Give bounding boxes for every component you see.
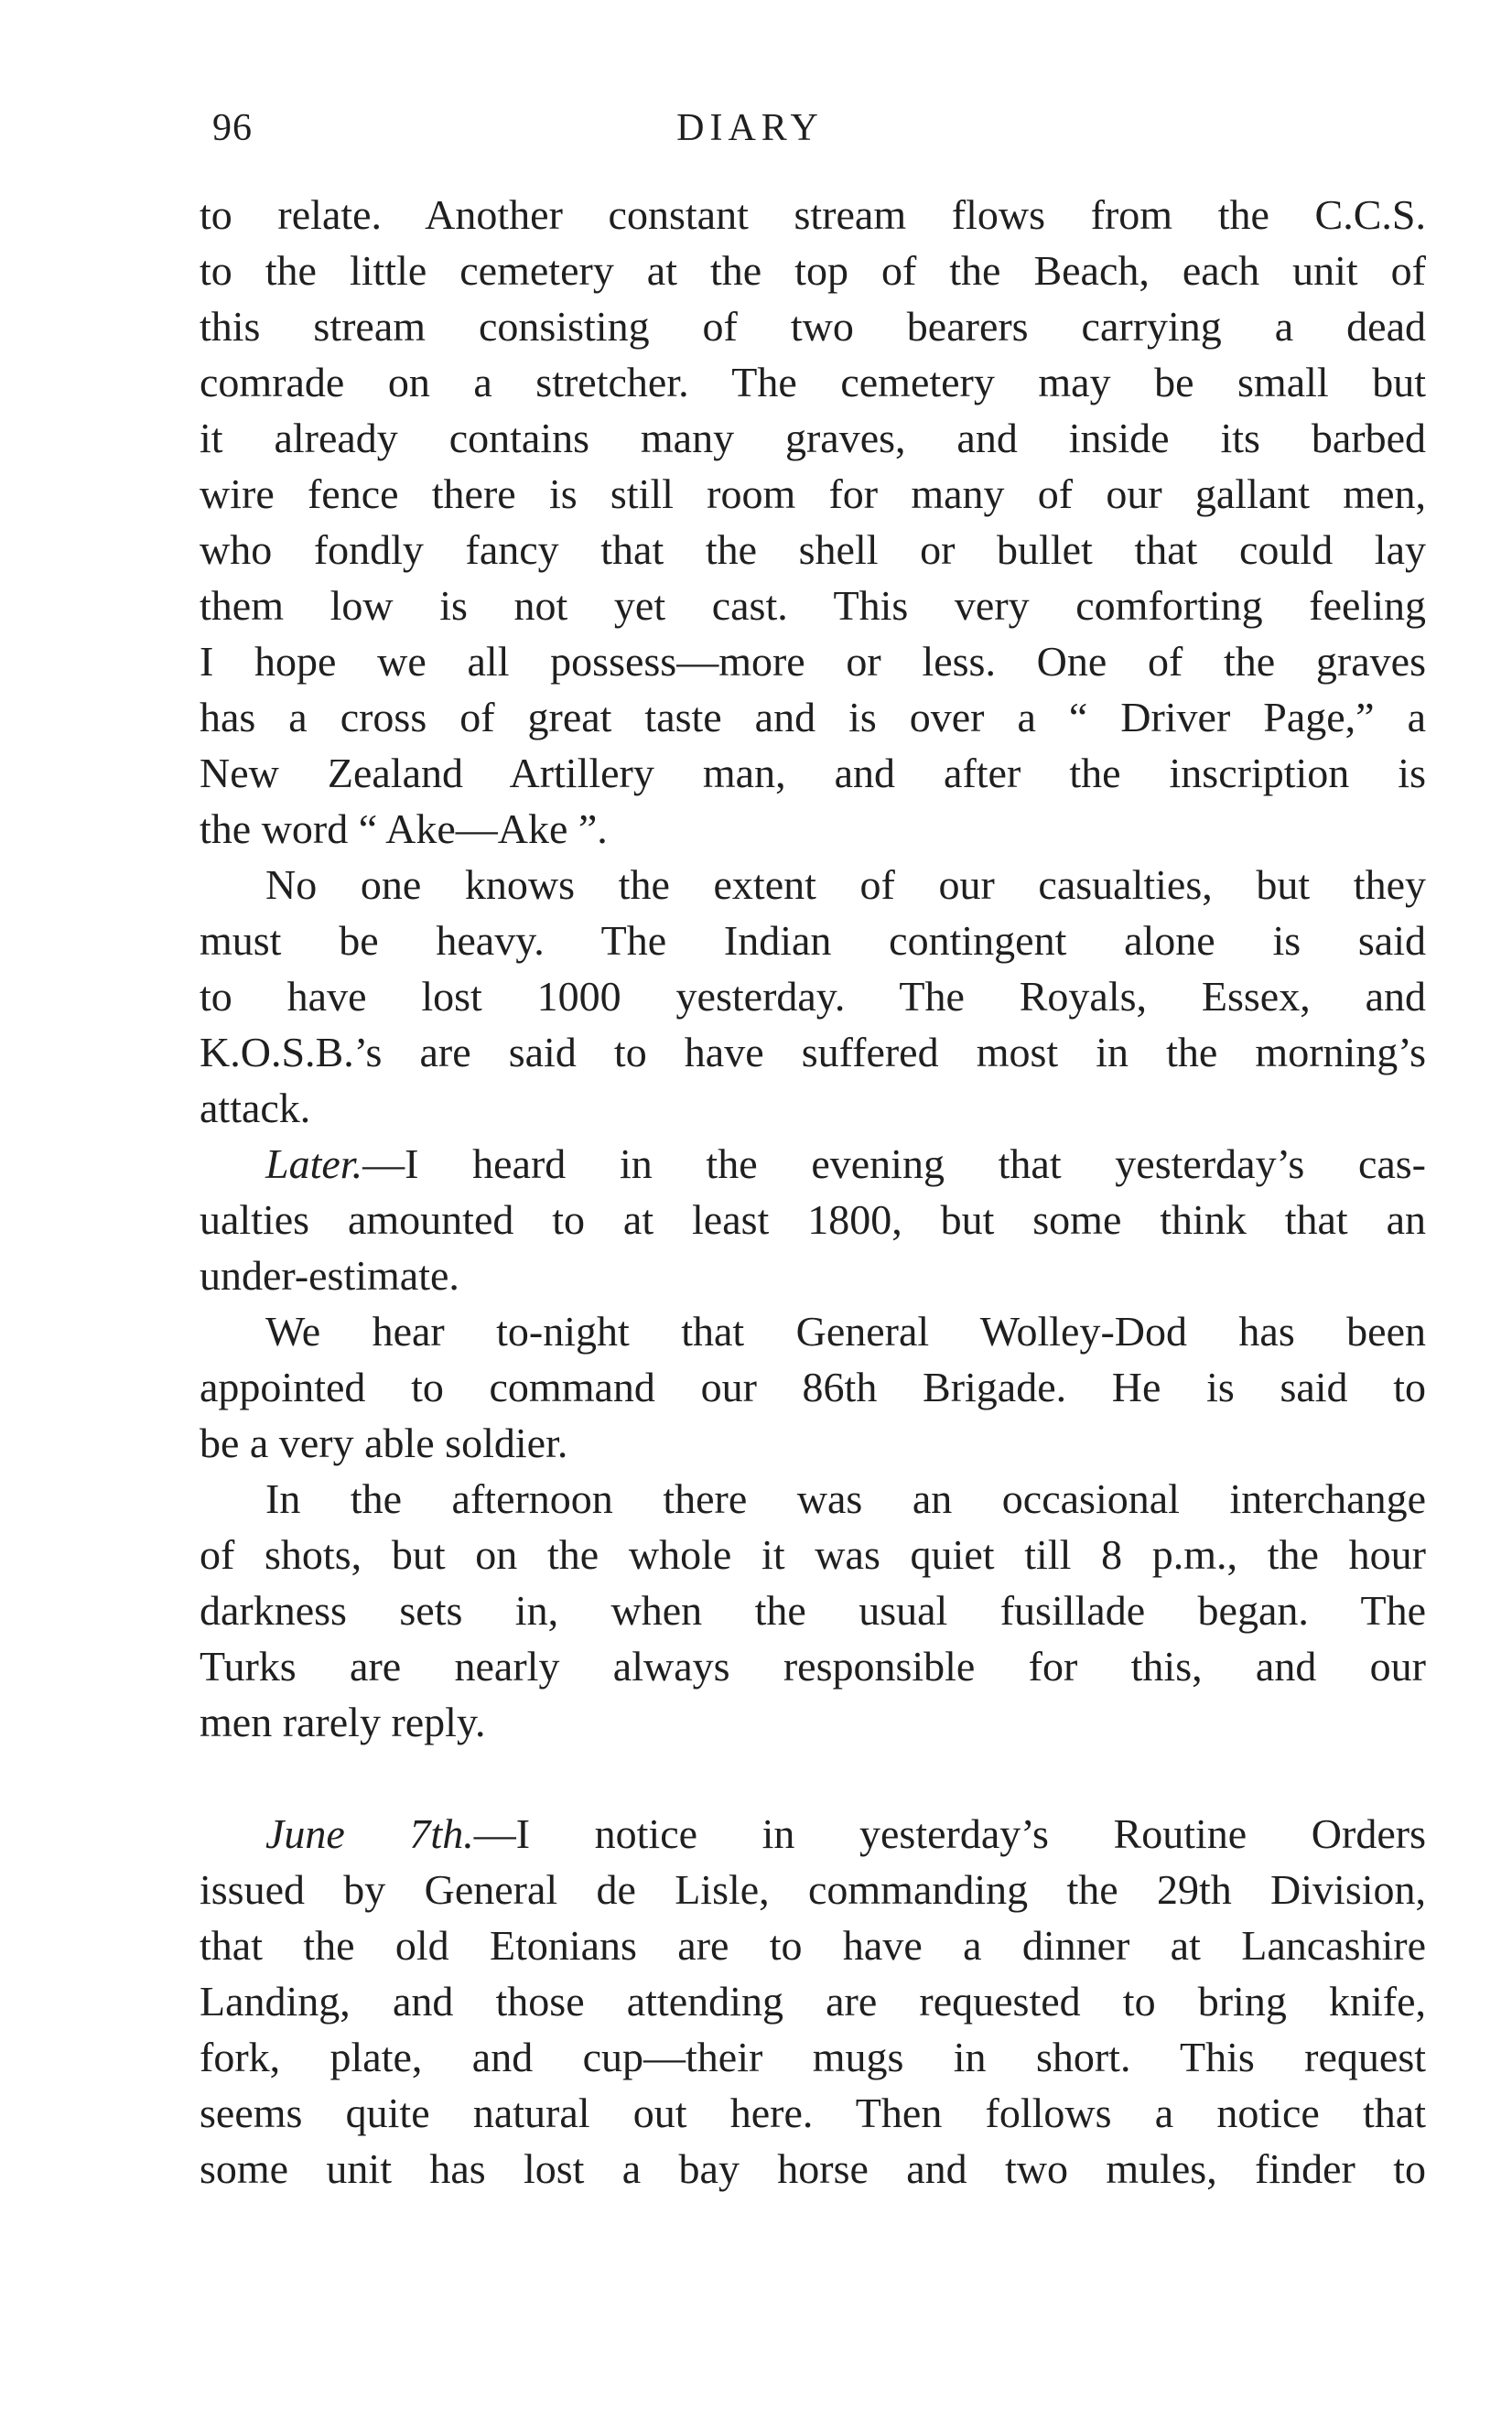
paragraph-gap bbox=[200, 1750, 1426, 1806]
text-line: We hear to-night that General Wolley-Dod has been bbox=[265, 1308, 1426, 1355]
text-line: the word “ Ake—Ake ”. bbox=[200, 805, 608, 852]
text-line: to the little cemetery at the top of the Beach, each unit of bbox=[200, 247, 1426, 294]
text-line: appointed to command our 86th Brigade. He is said to bbox=[200, 1364, 1426, 1410]
italic-lead-june-7th: June 7th. bbox=[265, 1810, 474, 1857]
body-text bbox=[200, 187, 1426, 2197]
text-line-june-7th bbox=[200, 1806, 1426, 1862]
text-line: darkness sets in, when the usual fusillade began. The bbox=[200, 1587, 1426, 1634]
text-line: attack. bbox=[200, 1085, 311, 1131]
text-line: some unit has lost a bay horse and two mules, finder to bbox=[200, 2145, 1426, 2192]
text-line: to relate. Another constant stream flows from the C.C.S. bbox=[200, 191, 1426, 238]
text-line: under-estimate. bbox=[200, 1252, 459, 1299]
text-line-rest: —I notice in yesterday’s Routine Orders bbox=[473, 1810, 1426, 1857]
text-line: seems quite natural out here. Then follows a notice that bbox=[200, 2090, 1426, 2136]
text-line: be a very able soldier. bbox=[200, 1420, 568, 1466]
text-line: must be heavy. The Indian contingent alone is said bbox=[200, 917, 1426, 964]
text-line: comrade on a stretcher. The cemetery may be small but bbox=[200, 359, 1426, 405]
italic-lead-later: Later. bbox=[265, 1140, 363, 1187]
text-line: of shots, but on the whole it was quiet till 8 p.m., the hour bbox=[200, 1531, 1426, 1578]
text-line: issued by General de Lisle, commanding the 29th Division, bbox=[200, 1866, 1426, 1913]
text-line: I hope we all possess—more or less. One of the graves bbox=[200, 638, 1426, 685]
text-line: ualties amounted to at least 1800, but some think that an bbox=[200, 1196, 1426, 1243]
text-line: to have lost 1000 yesterday. The Royals, Essex, and bbox=[200, 973, 1426, 1020]
text-line: men rarely reply. bbox=[200, 1699, 486, 1745]
text-line: this stream consisting of two bearers carrying a dead bbox=[200, 303, 1426, 350]
text-line: Landing, and those attending are requested to bring knife, bbox=[200, 1978, 1426, 2025]
text-line: New Zealand Artillery man, and after the inscription is bbox=[200, 750, 1426, 796]
text-line: Turks are nearly always responsible for this, and our bbox=[200, 1643, 1426, 1690]
page-number: 96 bbox=[212, 107, 253, 149]
text-line: fork, plate, and cup—their mugs in short. This request bbox=[200, 2034, 1426, 2080]
text-line: has a cross of great taste and is over a “ Driver Page,” a bbox=[200, 694, 1426, 740]
text-line: them low is not yet cast. This very comforting feeling bbox=[200, 582, 1426, 629]
text-line-later bbox=[200, 1136, 1426, 1192]
running-head bbox=[212, 101, 1288, 156]
text-line: No one knows the extent of our casualties, but they bbox=[265, 861, 1426, 908]
text-line: it already contains many graves, and inside its barbed bbox=[200, 415, 1426, 461]
text-line: that the old Etonians are to have a dinner at Lancashire bbox=[200, 1922, 1426, 1969]
text-line: In the afternoon there was an occasional interchange bbox=[265, 1475, 1426, 1522]
text-line: who fondly fancy that the shell or bullet that could lay bbox=[200, 526, 1426, 573]
text-line: K.O.S.B.’s are said to have suffered most in the morning’s bbox=[200, 1029, 1426, 1075]
running-title: DIARY bbox=[676, 107, 824, 149]
text-line: wire fence there is still room for many of our gallant men, bbox=[200, 470, 1426, 517]
text-line-rest: —I heard in the evening that yesterday’s cas- bbox=[362, 1140, 1426, 1187]
